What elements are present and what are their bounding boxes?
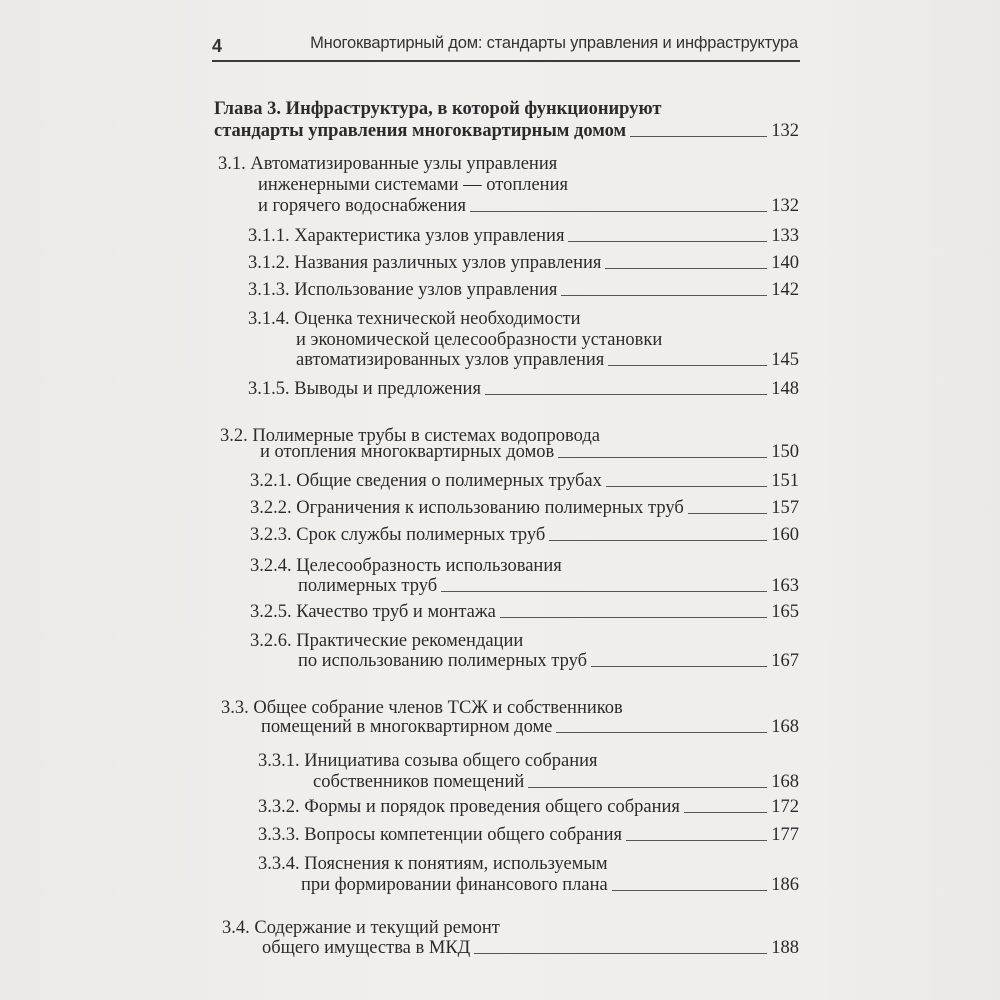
toc-section-3-2-line1: 3.2. Полимерные трубы в системах водопровода — [220, 426, 600, 446]
toc-page-number: 188 — [771, 938, 799, 958]
toc-page-number: 167 — [771, 651, 799, 671]
toc-section-3-1-4-line2: и экономической целесообразности установки — [296, 330, 663, 350]
toc-section-3-2-1 — [250, 470, 799, 492]
toc-entry-text: 3.2.5. Качество труб и монтажа — [250, 602, 496, 622]
toc-entry-text: 3.3.2. Формы и порядок проведения общего собрания — [258, 797, 680, 817]
toc-section-3-3-line1: 3.3. Общее собрание членов ТСЖ и собственников — [221, 698, 623, 718]
dot-leader — [549, 539, 767, 541]
dot-leader — [605, 267, 767, 269]
toc-page-number: 157 — [771, 498, 799, 518]
toc-section-3-3-1 — [313, 771, 799, 793]
dot-leader — [608, 364, 767, 366]
dot-leader — [441, 590, 767, 592]
toc-section-3-3-line2: помещений в многоквартирном доме — [261, 717, 553, 737]
toc-page-number: 172 — [771, 797, 799, 817]
dot-leader — [591, 665, 767, 667]
dot-leader — [688, 512, 767, 514]
toc-section-3-2-3 — [250, 524, 799, 546]
toc-section-3-3-4 — [301, 874, 799, 896]
dot-leader — [485, 393, 767, 395]
toc-entry-text: 3.1.2. Названия различных узлов управления — [248, 253, 602, 273]
toc-chapter-3-line2: стандарты управления многоквартирным домом — [214, 121, 627, 141]
toc-section-3-2-4-line2: полимерных труб — [298, 576, 438, 596]
toc-page-number: 151 — [771, 471, 799, 491]
toc-page-number: 168 — [771, 717, 799, 737]
toc-page-number: 132 — [771, 196, 799, 216]
toc-section-3-2-6 — [298, 650, 799, 672]
dot-leader — [612, 889, 768, 891]
toc-section-3-1-4-line3: автоматизированных узлов управления — [296, 350, 605, 370]
dot-leader — [561, 294, 767, 296]
toc-section-3-3-1-line1: 3.3.1. Инициатива созыва общего собрания — [258, 751, 598, 771]
toc-section-3-3 — [261, 716, 799, 738]
toc-entry-text: 3.1.1. Характеристика узлов управления — [248, 226, 565, 246]
toc-section-3-1-line3: и горячего водоснабжения — [258, 196, 466, 216]
toc-section-3-3-4-line1: 3.3.4. Пояснения к понятиям, используемым — [258, 854, 608, 874]
toc-section-3-3-2 — [258, 796, 799, 818]
toc-page-number: 150 — [771, 442, 799, 462]
toc-chapter-3 — [214, 120, 799, 142]
toc-section-3-2-line2: и отопления многоквартирных домов — [260, 442, 555, 462]
toc-page-number: 165 — [771, 602, 799, 622]
dot-leader — [500, 616, 767, 618]
toc-entry-text: 3.2.1. Общие сведения о полимерных трубах — [250, 471, 602, 491]
toc-entry-text: 3.2.3. Срок службы полимерных труб — [250, 525, 546, 545]
toc-section-3-1-line2: инженерными системами — отопления — [258, 175, 568, 195]
toc-page-number: 177 — [771, 825, 799, 845]
toc-section-3-1-5 — [248, 378, 799, 400]
toc-section-3-4-line1: 3.4. Содержание и текущий ремонт — [222, 918, 500, 938]
toc-section-3-2 — [260, 441, 799, 463]
toc-section-3-3-1-line2: собственников помещений — [313, 772, 525, 792]
toc-section-3-3-3 — [258, 824, 799, 846]
toc-page-number: 132 — [771, 121, 799, 141]
dot-leader — [606, 485, 767, 487]
toc-section-3-4-line2: общего имущества в МКД — [262, 938, 471, 958]
toc-section-3-3-4-line2: при формировании финансового плана — [301, 875, 608, 895]
toc-section-3-1-4-line1: 3.1.4. Оценка технической необходимости — [248, 309, 581, 329]
toc-section-3-1-1 — [248, 225, 799, 247]
toc-page-number: 140 — [771, 253, 799, 273]
toc-entry-text: 3.1.3. Использование узлов управления — [248, 280, 558, 300]
toc-entry-text: 3.3.3. Вопросы компетенции общего собрания — [258, 825, 623, 845]
toc-page-number: 186 — [771, 875, 799, 895]
toc-page-number: 133 — [771, 226, 799, 246]
toc-section-3-1-line1: 3.1. Автоматизированные узлы управления — [218, 154, 558, 174]
toc-section-3-2-5 — [250, 601, 799, 623]
toc-section-3-2-6-line1: 3.2.6. Практические рекомендации — [250, 631, 524, 651]
toc-section-3-4 — [262, 937, 799, 959]
toc-section-3-2-6-line2: по использованию полимерных труб — [298, 651, 588, 671]
toc-entry-text: 3.1.5. Выводы и предложения — [248, 379, 481, 399]
dot-leader — [470, 210, 767, 212]
toc-page-number: 145 — [771, 350, 799, 370]
dot-leader — [684, 811, 767, 813]
toc-section-3-2-4-line1: 3.2.4. Целесообразность использования — [250, 556, 562, 576]
dot-leader — [556, 731, 767, 733]
toc-chapter-3-line1: Глава 3. Инфраструктура, в которой функционируют — [214, 99, 662, 119]
toc-section-3-1-4 — [296, 349, 799, 371]
toc-entry-text: 3.2.2. Ограничения к использованию полимерных труб — [250, 498, 684, 518]
toc-page-number: 168 — [771, 772, 799, 792]
toc-section-3-1-2 — [248, 252, 799, 274]
dot-leader — [568, 240, 767, 242]
toc-page-number: 160 — [771, 525, 799, 545]
toc-section-3-2-2 — [250, 497, 799, 519]
dot-leader — [474, 952, 767, 954]
toc-section-3-1 — [258, 195, 799, 217]
toc-page-number: 163 — [771, 576, 799, 596]
toc-page-number: 142 — [771, 280, 799, 300]
running-title: Многоквартирный дом: стандарты управления и инфраструктура — [310, 34, 798, 52]
dot-leader — [558, 456, 767, 458]
dot-leader — [626, 839, 767, 841]
page-number: 4 — [212, 36, 223, 56]
toc-page-number: 148 — [771, 379, 799, 399]
toc-section-3-1-3 — [248, 279, 799, 301]
dot-leader — [528, 786, 767, 788]
dot-leader — [630, 135, 767, 137]
toc-section-3-2-4 — [298, 575, 799, 597]
